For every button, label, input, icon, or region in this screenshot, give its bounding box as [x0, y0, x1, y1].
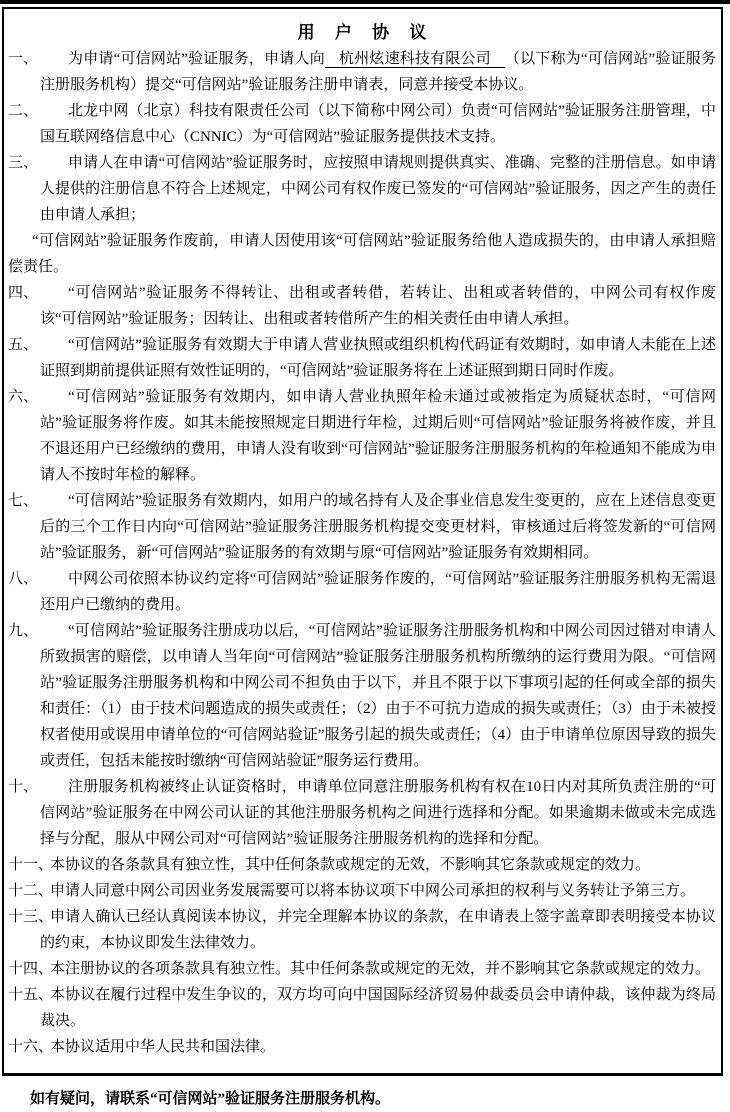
clause-text: 本协议在履行过程中发生争议的，双方均可向中国国际经济贸易仲裁委员会申请仲裁，该仲裁为终局裁决。: [40, 987, 716, 1029]
clause-8: [8, 566, 716, 618]
clause-number: 六、: [8, 389, 39, 405]
clause-text: 申请人同意中网公司因业务发展需要可以将本协议项下中网公司承担的权利与义务转让予第三方。: [50, 883, 696, 899]
clause-text: 中网公司依照本协议约定将“可信网站”验证服务作废的，“可信网站”验证服务注册服务机构无需退还用户已缴纳的费用。: [40, 571, 716, 613]
clause-number: 二、: [8, 103, 39, 119]
clause-7: [8, 488, 716, 566]
clause-text: 本协议适用中华人民共和国法律。: [50, 1039, 276, 1055]
clause-number: 十一、: [8, 857, 54, 873]
clause-text: 申请人在申请“可信网站”验证服务时，应按照申请规则提供真实、准确、完整的注册信息。如申请人提供的注册信息不符合上述规定，中网公司有权作废已签发的“可信网站”验证服务，因之产生的责任由申请人承担；: [40, 155, 716, 223]
page-title: 用 户 协 议: [297, 23, 435, 42]
clause-number: 一、: [8, 51, 39, 67]
clause-4: [8, 280, 716, 332]
clause-2: [8, 98, 716, 150]
clause-16: [8, 1034, 716, 1060]
clause-number: 七、: [8, 493, 39, 509]
clause-number: 十三、: [8, 909, 54, 925]
clause-5: [8, 332, 716, 384]
clause-text: “可信网站”验证服务不得转让、出租或者转借，若转让、出租或者转借的，中网公司有权作废该“可信网站”验证服务；因转让、出租或者转借所产生的相关责任由申请人承担。: [40, 285, 716, 327]
clause-1: [8, 46, 716, 98]
clause-number: 十五、: [8, 987, 54, 1003]
clause-3: [8, 150, 716, 228]
clause-text: “可信网站”验证服务有效期大于申请人营业执照或组织机构代码证有效期时，如申请人未能在上述证照到期前提供证照有效性证明的，“可信网站”验证服务将在上述证照到期日同时作废。: [40, 337, 716, 379]
page-top-rule: [0, 0, 730, 4]
clause-number: 十四、: [8, 961, 54, 977]
clause-13: [8, 904, 716, 956]
clause-11: [8, 852, 716, 878]
clause-10: [8, 774, 716, 852]
clause-number: 九、: [8, 623, 39, 639]
footer-note: 如有疑问，请联系“可信网站”验证服务注册服务机构。: [30, 1091, 391, 1107]
clause-text: 本注册协议的各项条款具有独立性。其中任何条款或规定的无效，并不影响其它条款或规定的效力。: [50, 961, 711, 977]
clause-text: 为申请“可信网站”验证服务，申请人向: [68, 51, 325, 67]
clause-9: [8, 618, 716, 774]
clause-12: [8, 878, 716, 904]
clause-text: “可信网站”验证服务作废前，申请人因使用该“可信网站”验证服务给他人造成损失的，由申请人承担赔偿责任。: [8, 233, 716, 275]
clause-text: 注册服务机构被终止认证资格时，申请单位同意注册服务机构有权在10日内对其所负责注册的“可信网站”验证服务在中网公司认证的其他注册服务机构之间进行选择和分配。如果逾期未做或未完成选择与分配，服从中网公司对“可信网站”验证服务注册服务机构的选择和分配。: [40, 779, 716, 847]
clause-15: [8, 982, 716, 1034]
clause-number: 十、: [8, 779, 39, 795]
clause-text: “可信网站”验证服务有效期内，如用户的域名持有人及企事业信息发生变更的，应在上述信息变更后的三个工作日内向“可信网站”验证服务注册服务机构提交变更材料，审核通过后将签发新的“可信网站”验证服务，新“可信网站”验证服务的有效期与原“可信网站”验证服务有效期相同。: [40, 493, 716, 561]
clause-text: 本协议的各条款具有独立性，其中任何条款或规定的无效，不影响其它条款或规定的效力。: [50, 857, 651, 873]
applicant-name-field: 杭州炫速科技有限公司: [325, 51, 505, 68]
clause-number: 十六、: [8, 1039, 54, 1055]
clause-text: 申请人确认已经认真阅读本协议，并完全理解本协议的条款，在申请表上签字盖章即表明接受本协议的约束，本协议即发生法律效力。: [40, 909, 716, 951]
clause-text: “可信网站”验证服务注册成功以后，“可信网站”验证服务注册服务机构和中网公司因过错对申请人所致损害的赔偿，以申请人当年向“可信网站”验证服务注册服务机构所缴纳的运行费用为限。“可信网站”验证服务注册服务机构和中网公司不担负由于以下，并且不限于以下事项引起的任何或全部的损失和责任：（1）由于技术问题造成的损失或责任；（2）由于不可抗力造成的损失或责任；（3）由于未被授权者使用或误用申请单位的“可信网站验证”服务引起的损失或责任；（4）由于申请单位原因导致的损失或责任，包括未能按时缴纳“可信网站验证”服务运行费用。: [40, 623, 716, 769]
clause-number: 八、: [8, 571, 39, 587]
clause-number: 五、: [8, 337, 39, 353]
clause-14: [8, 956, 716, 982]
clause-number: 四、: [8, 285, 39, 301]
clause-number: 三、: [8, 155, 39, 171]
clause-text: （以下称为“可信网站”验证服务注册服务机构）提交“可信网站”验证服务注册申请表，同意并接受本协议。: [40, 51, 716, 93]
clause-text: 北龙中网（北京）科技有限责任公司（以下简称中网公司）负责“可信网站”验证服务注册管理，中国互联网络信息中心（CNNIC）为“可信网站”验证服务提供技术支持。: [40, 103, 716, 145]
clause-number: 十二、: [8, 883, 54, 899]
clause-text: “可信网站”验证服务有效期内，如申请人营业执照年检未通过或被指定为质疑状态时，“可信网站”验证服务将作废。如其未能按照规定日期进行年检，过期后则“可信网站”验证服务将被作废，并且不退还用户已经缴纳的费用，申请人没有收到“可信网站”验证服务注册服务机构的年检通知不能成为申请人不按时年检的解释。: [40, 389, 716, 483]
clause-3-continued: [8, 228, 716, 280]
agreement-document: [8, 20, 716, 1112]
clause-6: [8, 384, 716, 488]
